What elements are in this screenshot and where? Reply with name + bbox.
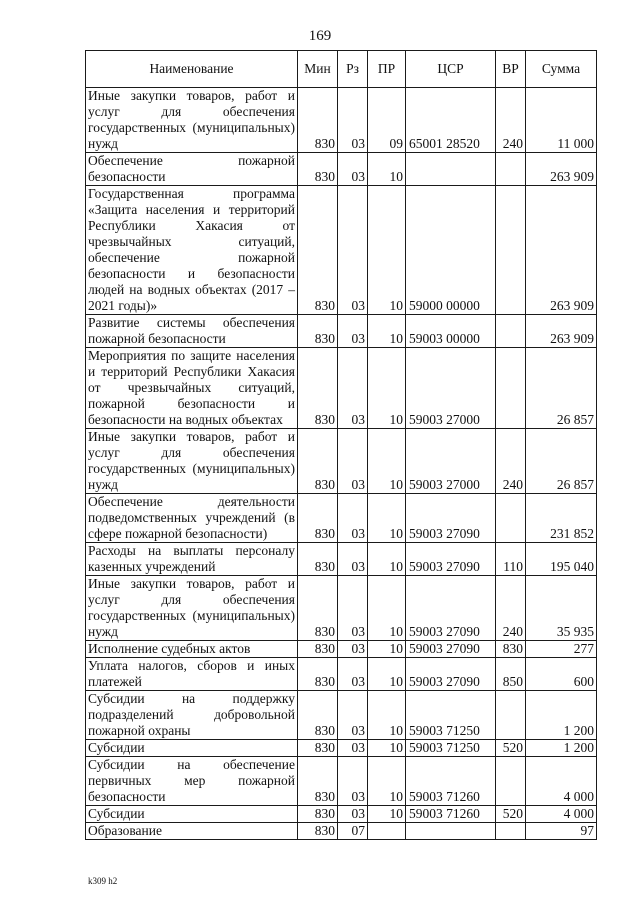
cell-vr <box>496 315 526 348</box>
cell-rz: 03 <box>338 88 368 153</box>
budget-table <box>85 50 597 840</box>
cell-pr: 09 <box>368 88 406 153</box>
cell-pr <box>368 823 406 840</box>
cell-vr: 240 <box>496 88 526 153</box>
cell-sum: 4 000 <box>526 806 597 823</box>
table-row <box>86 576 597 641</box>
cell-pr: 10 <box>368 494 406 543</box>
table-row <box>86 823 597 840</box>
cell-min: 830 <box>298 757 338 806</box>
cell-csr: 59003 27090 <box>406 494 496 543</box>
table-row <box>86 757 597 806</box>
cell-vr: 830 <box>496 641 526 658</box>
cell-name: Иные закупки товаров, работ и услуг для обеспечения государственных (муниципальных) нужд <box>86 576 298 641</box>
cell-rz: 03 <box>338 757 368 806</box>
cell-csr: 59003 71260 <box>406 806 496 823</box>
cell-rz: 03 <box>338 691 368 740</box>
cell-sum: 35 935 <box>526 576 597 641</box>
cell-name: Государственная программа «Защита населения и территорий Республики Хакасия от чрезвычайных ситуаций, обеспечение пожарной безопасности и безопасности людей на водных объектах (2017 – 2021 годы)» <box>86 186 298 315</box>
cell-sum: 1 200 <box>526 740 597 757</box>
cell-min: 830 <box>298 429 338 494</box>
cell-pr: 10 <box>368 806 406 823</box>
cell-csr: 59003 27090 <box>406 576 496 641</box>
cell-rz: 03 <box>338 641 368 658</box>
cell-sum: 600 <box>526 658 597 691</box>
cell-name: Субсидии <box>86 740 298 757</box>
cell-vr <box>496 823 526 840</box>
cell-vr: 240 <box>496 576 526 641</box>
header-sum: Сумма <box>526 51 597 88</box>
table-row <box>86 315 597 348</box>
cell-sum: 277 <box>526 641 597 658</box>
cell-rz: 03 <box>338 658 368 691</box>
cell-min: 830 <box>298 543 338 576</box>
cell-min: 830 <box>298 576 338 641</box>
cell-name: Субсидии на обеспечение первичных мер пожарной безопасности <box>86 757 298 806</box>
cell-sum: 97 <box>526 823 597 840</box>
table-row <box>86 348 597 429</box>
cell-sum: 11 000 <box>526 88 597 153</box>
page-number: 169 <box>308 28 332 44</box>
cell-csr: 59003 71260 <box>406 757 496 806</box>
cell-csr: 59003 71250 <box>406 740 496 757</box>
cell-rz: 03 <box>338 740 368 757</box>
cell-csr: 65001 28520 <box>406 88 496 153</box>
table-header-row <box>86 51 597 88</box>
cell-name: Обеспечение деятельности подведомственных учреждений (в сфере пожарной безопасности) <box>86 494 298 543</box>
table-row <box>86 740 597 757</box>
cell-csr: 59003 27000 <box>406 348 496 429</box>
cell-name: Обеспечение пожарной безопасности <box>86 153 298 186</box>
table-row <box>86 641 597 658</box>
cell-pr: 10 <box>368 691 406 740</box>
cell-rz: 03 <box>338 494 368 543</box>
cell-pr: 10 <box>368 429 406 494</box>
cell-min: 830 <box>298 641 338 658</box>
cell-name: Мероприятия по защите населения и территорий Республики Хакасия от чрезвычайных ситуаций, пожарной безопасности и безопасности на водных объектах <box>86 348 298 429</box>
table-row <box>86 543 597 576</box>
cell-vr <box>496 757 526 806</box>
cell-vr <box>496 153 526 186</box>
cell-csr: 59003 71250 <box>406 691 496 740</box>
cell-csr: 59003 27090 <box>406 658 496 691</box>
cell-pr: 10 <box>368 348 406 429</box>
cell-sum: 195 040 <box>526 543 597 576</box>
header-csr: ЦСР <box>406 51 496 88</box>
header-name: Наименование <box>86 51 298 88</box>
cell-sum: 1 200 <box>526 691 597 740</box>
cell-min: 830 <box>298 658 338 691</box>
cell-vr: 240 <box>496 429 526 494</box>
cell-pr: 10 <box>368 757 406 806</box>
cell-min: 830 <box>298 494 338 543</box>
cell-rz: 03 <box>338 429 368 494</box>
cell-rz: 03 <box>338 348 368 429</box>
cell-min: 830 <box>298 806 338 823</box>
cell-rz: 03 <box>338 576 368 641</box>
cell-min: 830 <box>298 740 338 757</box>
cell-rz: 03 <box>338 543 368 576</box>
cell-vr: 850 <box>496 658 526 691</box>
table-row <box>86 691 597 740</box>
cell-name: Развитие системы обеспечения пожарной безопасности <box>86 315 298 348</box>
cell-vr: 520 <box>496 740 526 757</box>
table-row <box>86 186 597 315</box>
cell-rz: 03 <box>338 315 368 348</box>
cell-pr: 10 <box>368 740 406 757</box>
table-row <box>86 153 597 186</box>
header-pr: ПР <box>368 51 406 88</box>
cell-sum: 263 909 <box>526 153 597 186</box>
cell-rz: 03 <box>338 186 368 315</box>
cell-sum: 231 852 <box>526 494 597 543</box>
cell-vr: 520 <box>496 806 526 823</box>
header-rz: Рз <box>338 51 368 88</box>
cell-min: 830 <box>298 315 338 348</box>
cell-csr: 59000 00000 <box>406 186 496 315</box>
table-row <box>86 429 597 494</box>
cell-pr: 10 <box>368 576 406 641</box>
cell-vr <box>496 494 526 543</box>
table-row <box>86 494 597 543</box>
cell-name: Исполнение судебных актов <box>86 641 298 658</box>
cell-vr: 110 <box>496 543 526 576</box>
header-min: Мин <box>298 51 338 88</box>
cell-vr <box>496 186 526 315</box>
cell-name: Субсидии <box>86 806 298 823</box>
cell-sum: 26 857 <box>526 429 597 494</box>
cell-pr: 10 <box>368 315 406 348</box>
cell-csr: 59003 00000 <box>406 315 496 348</box>
cell-name: Иные закупки товаров, работ и услуг для обеспечения государственных (муниципальных) нужд <box>86 88 298 153</box>
table-row <box>86 658 597 691</box>
cell-min: 830 <box>298 823 338 840</box>
cell-pr: 10 <box>368 153 406 186</box>
cell-csr <box>406 153 496 186</box>
cell-sum: 263 909 <box>526 315 597 348</box>
cell-sum: 26 857 <box>526 348 597 429</box>
cell-csr <box>406 823 496 840</box>
cell-vr <box>496 348 526 429</box>
cell-min: 830 <box>298 691 338 740</box>
cell-vr <box>496 691 526 740</box>
header-vr: ВР <box>496 51 526 88</box>
table-body <box>86 88 597 840</box>
table-row <box>86 806 597 823</box>
table-row <box>86 88 597 153</box>
cell-name: Субсидии на поддержку подразделений добровольной пожарной охраны <box>86 691 298 740</box>
cell-name: Уплата налогов, сборов и иных платежей <box>86 658 298 691</box>
cell-rz: 03 <box>338 153 368 186</box>
cell-min: 830 <box>298 186 338 315</box>
cell-min: 830 <box>298 153 338 186</box>
cell-min: 830 <box>298 348 338 429</box>
cell-rz: 03 <box>338 806 368 823</box>
cell-pr: 10 <box>368 543 406 576</box>
cell-rz: 07 <box>338 823 368 840</box>
cell-pr: 10 <box>368 641 406 658</box>
cell-name: Расходы на выплаты персоналу казенных учреждений <box>86 543 298 576</box>
cell-pr: 10 <box>368 658 406 691</box>
cell-name: Иные закупки товаров, работ и услуг для обеспечения государственных (муниципальных) нужд <box>86 429 298 494</box>
cell-name: Образование <box>86 823 298 840</box>
cell-csr: 59003 27090 <box>406 543 496 576</box>
cell-sum: 263 909 <box>526 186 597 315</box>
cell-csr: 59003 27090 <box>406 641 496 658</box>
cell-csr: 59003 27000 <box>406 429 496 494</box>
cell-sum: 4 000 <box>526 757 597 806</box>
footer-code: k309 h2 <box>88 876 118 886</box>
cell-pr: 10 <box>368 186 406 315</box>
cell-min: 830 <box>298 88 338 153</box>
